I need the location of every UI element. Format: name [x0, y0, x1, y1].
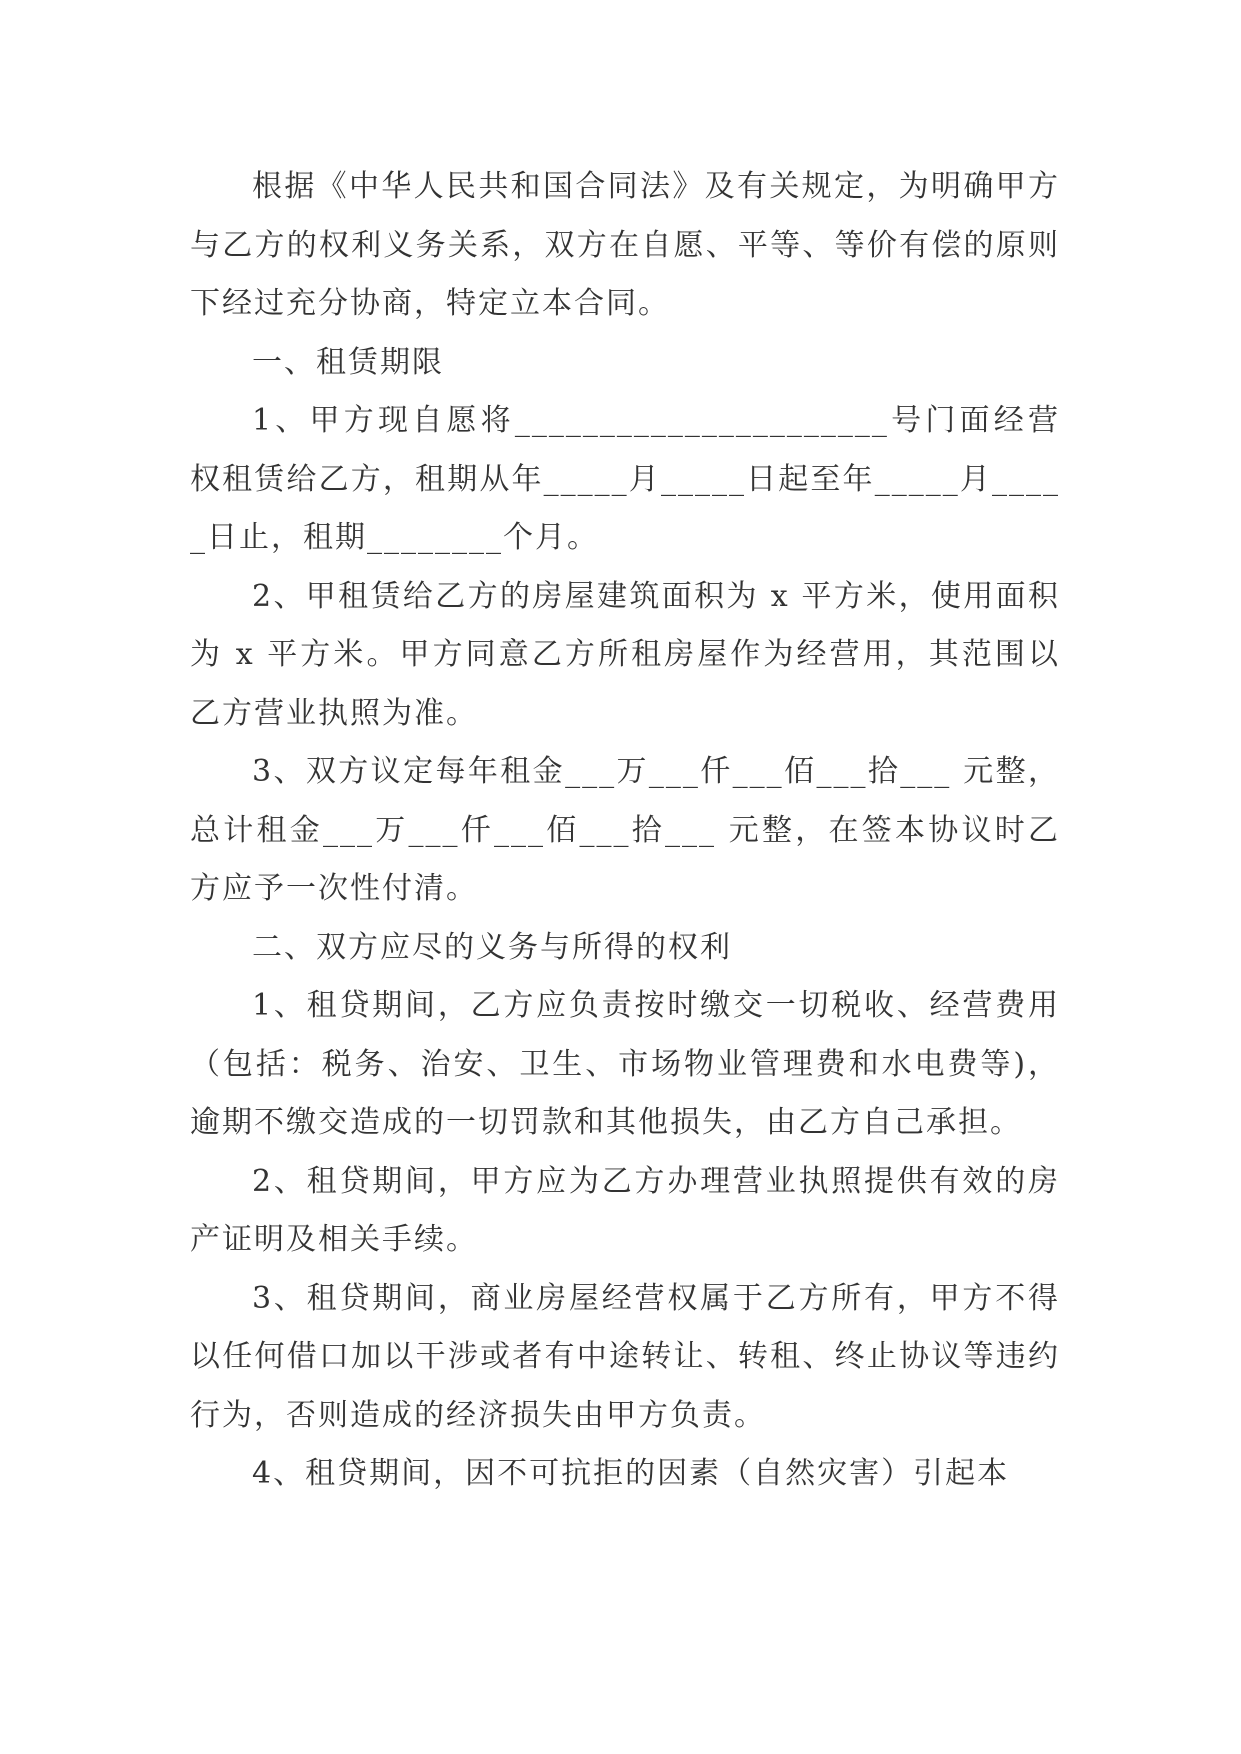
clause-2-3: 3、租贷期间，商业房屋经营权属于乙方所有，甲方不得以任何借口加以干涉或者有中途转让、转租、终止协议等违约行为，否则造成的经济损失由甲方负责。: [190, 1280, 1060, 1433]
clause-1-3: 3、双方议定每年租金___万___仟___佰___拾___ 元整，总计租金___万___仟___佰___拾___ 元整，在签本协议时乙方应予一次性付清。: [190, 754, 1060, 906]
section-heading-obligations-rights: 二、双方应尽的义务与所得的权利: [252, 929, 732, 965]
clause-2-1: 1、租贷期间，乙方应负责按时缴交一切税收、经营费用（包括：税务、治安、卫生、市场物业管理费和水电费等)，逾期不缴交造成的一切罚款和其他损失，由乙方自己承担。: [190, 988, 1060, 1140]
clause-2-4: 4、租贷期间，因不可抗拒的因素（自然灾害）引起本: [252, 1456, 1010, 1491]
paragraph-preamble: 根据《中华人民共和国合同法》及有关规定，为明确甲方与乙方的权利义务关系，双方在自愿、平等、等价有偿的原则下经过充分协商，特定立本合同。: [190, 169, 1060, 321]
document-body: [190, 158, 1060, 1504]
section-heading-lease-term: 一、租赁期限: [252, 344, 444, 380]
clause-1-1: 1、甲方现自愿将______________________号门面经营权租赁给乙方，租期从年_____月_____日起至年_____月_____日止，租期________个月。: [190, 403, 1060, 555]
clause-1-2: 2、甲租赁给乙方的房屋建筑面积为 x 平方米，使用面积为 x 平方米。甲方同意乙方所租房屋作为经营用，其范围以乙方营业执照为准。: [190, 578, 1060, 731]
clause-2-2: 2、租贷期间，甲方应为乙方办理营业执照提供有效的房产证明及相关手续。: [190, 1163, 1060, 1257]
